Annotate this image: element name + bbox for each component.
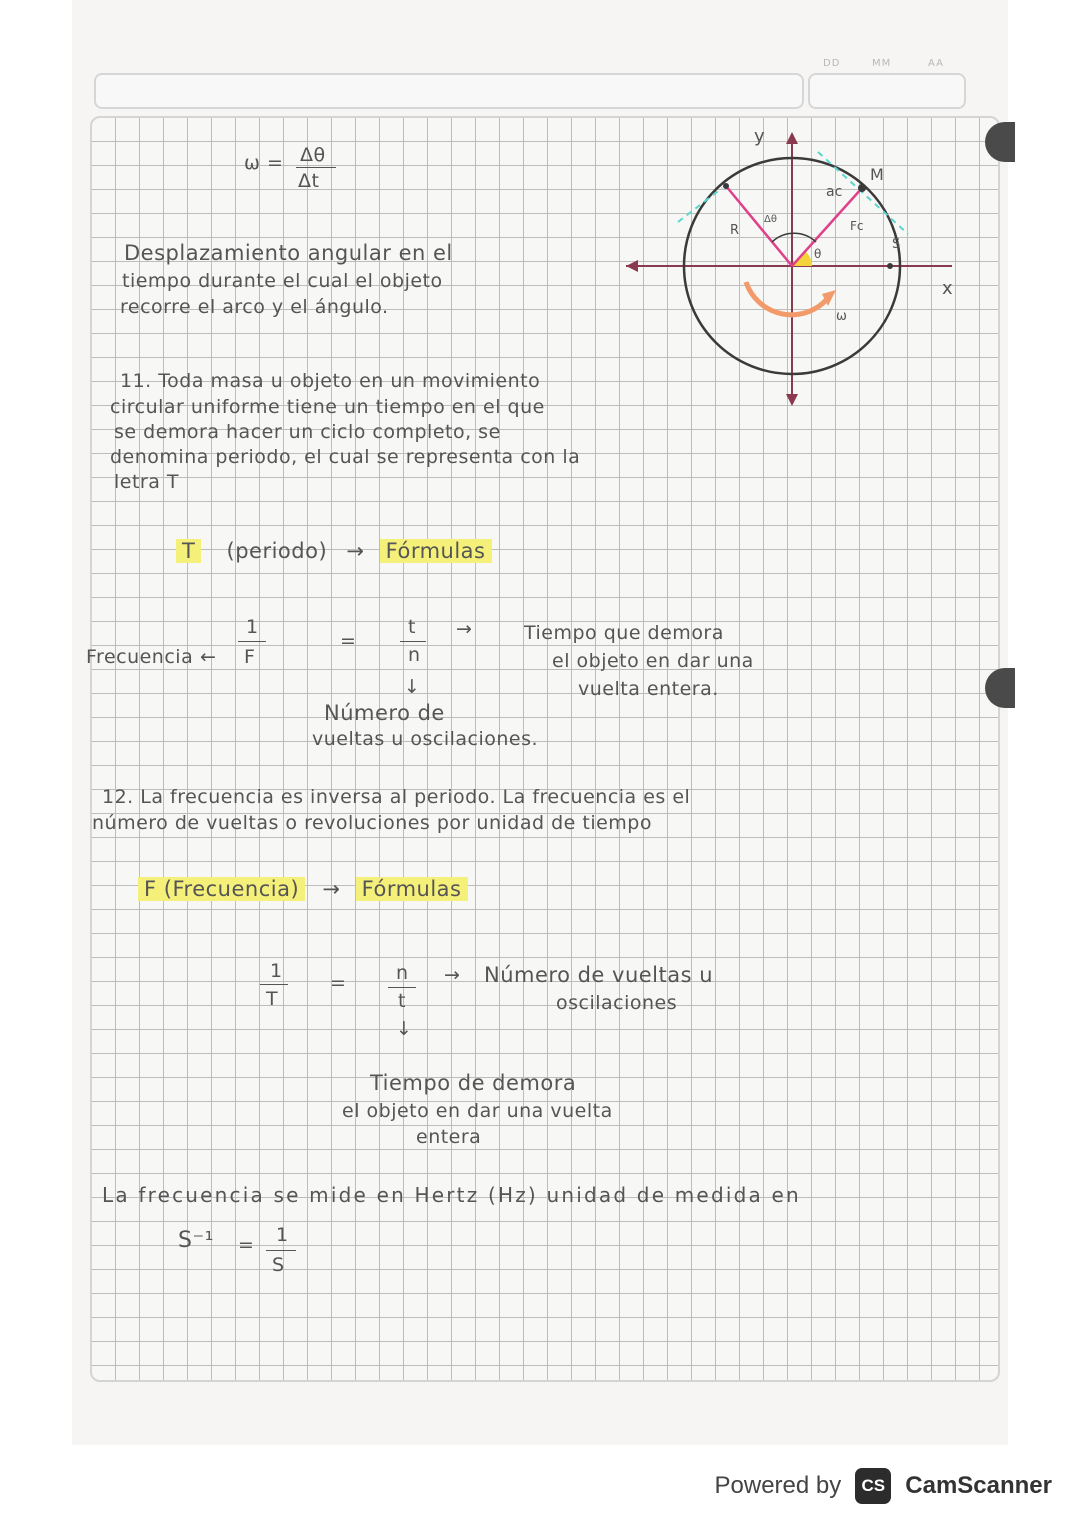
freq-t-note-line-2: el objeto en dar una vuelta — [342, 1100, 613, 1122]
period-label: (periodo) — [226, 539, 328, 563]
point-s — [887, 263, 893, 269]
powered-by-label: Powered by — [714, 1472, 842, 1499]
time-note-line-1: Tiempo que demora — [524, 622, 724, 644]
frequency-label: Frecuencia — [86, 646, 194, 668]
hertz-line: La frecuencia se mide en Hertz (Hz) unidad de medida en — [102, 1183, 801, 1207]
period-symbol: T — [176, 539, 201, 563]
date-label-dd: DD — [823, 58, 841, 69]
freq-n-note-line-2: oscilaciones — [556, 992, 678, 1014]
date-label-aa: AA — [928, 58, 944, 69]
label-s: S — [892, 237, 901, 252]
period-formulas: Fórmulas — [380, 539, 492, 563]
time-note-line-3: vuelta entera. — [578, 678, 719, 700]
angular-def-line-1: Desplazamiento angular en el — [124, 241, 453, 265]
freq-formula-eq: = — [330, 972, 347, 994]
title-box — [94, 73, 804, 109]
item11-line-5: letra T — [114, 471, 180, 493]
frequency-heading-formulas: Fórmulas — [356, 877, 468, 901]
camscanner-logo-icon: CS — [855, 1468, 891, 1504]
camscanner-footer — [715, 1468, 1052, 1504]
angular-def-line-2: tiempo durante el cual el objeto — [122, 270, 443, 292]
freq-formula-one: 1 — [270, 960, 283, 982]
freq-formula-t-den: T — [266, 988, 279, 1010]
label-x: x — [942, 278, 953, 299]
omega-numerator: Δθ — [300, 144, 326, 166]
label-r: R — [730, 223, 740, 238]
point-left — [723, 183, 729, 189]
frequency-left-arrow: ← — [200, 646, 217, 668]
period-formula-n: n — [408, 644, 421, 666]
x-axis-arrow-left — [626, 260, 638, 272]
freq-t-note-line-3: entera — [416, 1126, 482, 1148]
label-y: y — [754, 126, 765, 147]
date-label-mm: MM — [872, 58, 892, 69]
item12-line-1: 12. La frecuencia es inversa al periodo. La frecuencia es el — [102, 786, 691, 808]
period-formula-one: 1 — [246, 616, 259, 638]
period-formula-down-arrow: ↓ — [404, 676, 421, 698]
time-note-line-2: el objeto en dar una — [552, 650, 754, 672]
label-delta-theta: Δθ — [764, 214, 777, 225]
circular-motion-diagram — [622, 122, 962, 412]
y-axis-arrow-down — [786, 394, 798, 406]
item11-line-1: 11. Toda masa u objeto en un movimiento — [120, 370, 541, 392]
period-formula-t: t — [408, 616, 416, 638]
omega-denominator: Δt — [298, 170, 320, 192]
period-formula-right-arrow: → — [456, 618, 473, 640]
freq-n-note-line-1: Número de vueltas u — [484, 963, 714, 987]
tangent-line-left — [678, 188, 722, 222]
rotation-arc — [746, 282, 828, 315]
item11-line-4: denomina periodo, el cual se representa con la — [110, 446, 581, 468]
point-m — [858, 184, 866, 192]
omega-lhs: ω = — [244, 152, 284, 174]
units-lhs: S⁻¹ — [178, 1228, 214, 1253]
label-m: M — [870, 165, 884, 184]
y-axis-arrow-up — [786, 132, 798, 144]
frequency-heading-arrow: → — [322, 877, 341, 901]
n-note-line-2: vueltas u oscilaciones. — [312, 728, 539, 750]
freq-formula-n: n — [396, 962, 409, 984]
label-fc: Fc — [850, 219, 864, 233]
period-formula-eq: = — [340, 630, 357, 652]
delta-theta-arc — [772, 233, 816, 242]
units-fraction-bar — [266, 1250, 296, 1251]
frequency-heading — [138, 876, 468, 902]
label-theta: θ — [814, 247, 822, 261]
freq-t-note-line-1: Tiempo de demora — [370, 1071, 577, 1095]
freq-formula-right-arrow: → — [444, 964, 461, 986]
item11-line-2: circular uniforme tiene un tiempo en el que — [110, 396, 545, 418]
period-formula-f: F — [244, 646, 256, 668]
frequency-heading-label: F (Frecuencia) — [138, 877, 305, 901]
units-num: 1 — [276, 1224, 289, 1246]
freq-formula-down-arrow: ↓ — [396, 1018, 413, 1040]
n-note-line-1: Número de — [324, 701, 445, 725]
angular-def-line-3: recorre el arco y el ángulo. — [120, 296, 389, 318]
label-omega: ω — [836, 309, 847, 324]
units-den: S — [272, 1254, 285, 1276]
item12-line-2: número de vueltas o revoluciones por unidad de tiempo — [92, 812, 652, 834]
period-formula-bar-left — [238, 641, 266, 642]
units-eq: = — [238, 1234, 255, 1256]
item11-line-3: se demora hacer un ciclo completo, se — [114, 421, 501, 443]
camscanner-brand: CamScanner — [905, 1472, 1052, 1499]
period-heading — [176, 538, 492, 564]
date-box — [808, 73, 966, 109]
period-arrow: → — [346, 539, 365, 563]
freq-formula-bar-left — [260, 984, 288, 985]
freq-formula-t: t — [398, 990, 406, 1012]
label-ac: ac — [826, 184, 843, 200]
